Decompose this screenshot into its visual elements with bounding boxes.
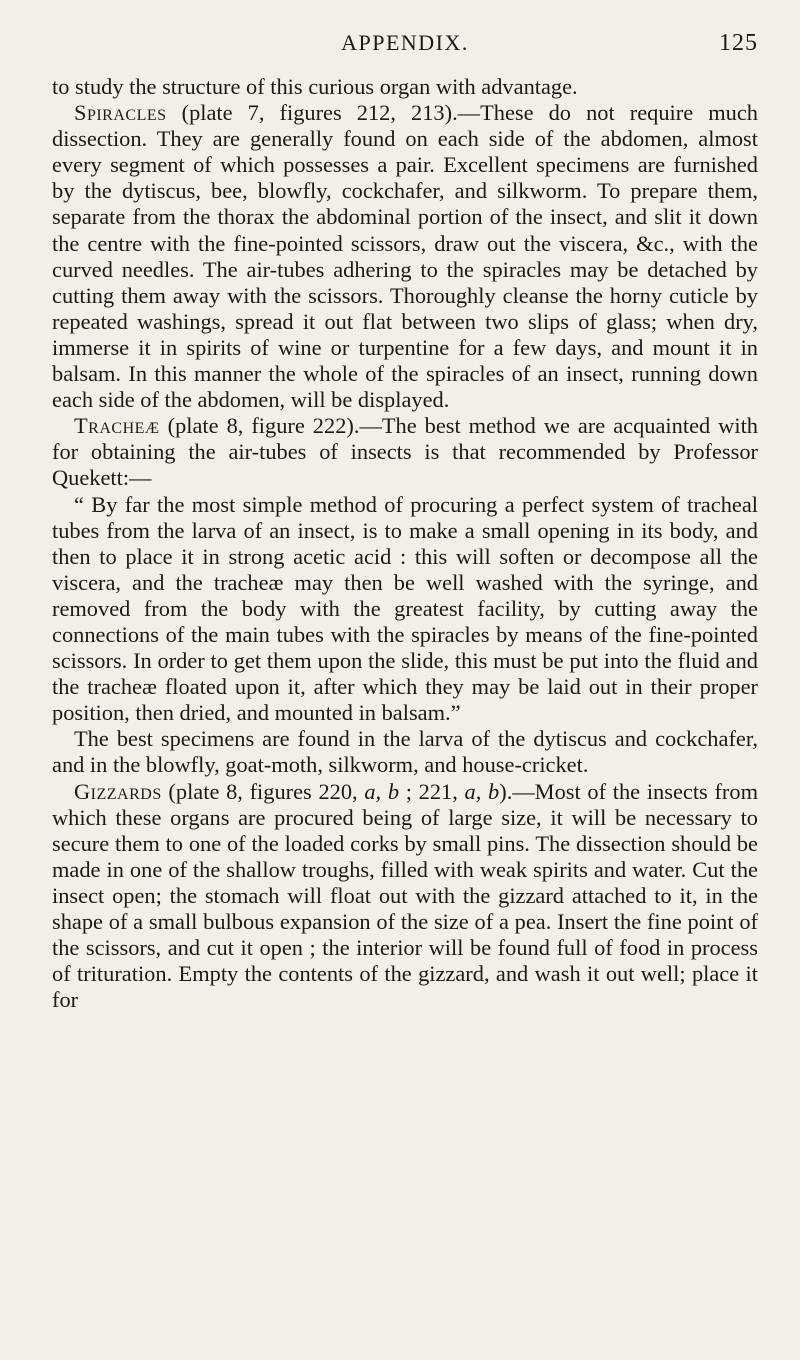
paragraph-tracheae <box>52 413 758 491</box>
paragraph-gizzards <box>52 779 758 1014</box>
page-number: 125 <box>719 30 758 56</box>
running-head <box>52 30 758 74</box>
body-text <box>52 74 758 1013</box>
spiracles-text: (plate 7, figures 212, 213).—These do not require much dissection. They are generally found on each side of the abdomen, almost every segment of which possesses a pair. Excellent specimens are furnished by the dytiscus, bee, blowfly, cockchafer, and silkworm. To prepare them, separate from the thorax the abdominal portion of the insect, and slit it down the centre with the fine-pointed scissors, draw out the viscera, &c., with the curved needles. The air-tubes adhering to the spiracles may be detached by cutting them away with the scissors. Thoroughly cleanse the horny cuticle by repeated washings, spread it out flat between two slips of glass; when dry, immerse it in spirits of wine or turpentine for a few days, and mount it in balsam. In this manner the whole of the spiracles of an insect, running down each side of the abdomen, will be displayed. <box>52 100 758 413</box>
gizzards-ref-a: (plate 8, figures 220, <box>161 778 365 804</box>
section-head-tracheae: Tracheæ <box>74 413 160 439</box>
paragraph-specimens: The best specimens are found in the larva of the dytiscus and cockchafer, and in the blowfly, goat-moth, silkworm, and house-cricket. <box>52 726 758 778</box>
gizzards-text: ).—Most of the insects from which these organs are procured being of large size, it will be necessary to secure them to one of the loaded corks by small pins. The dissection should be made in one of the shallow troughs, filled with weak spirits and water. Cut the insect open; the stomach will float out with the gizzard attached to it, in the shape of a small bulbous expansion of the size of a pea. Insert the fine point of the scissors, and cut it open ; the interior will be found full of food in process of trituration. Empty the contents of the gizzard, and wash it out well; place it for <box>52 778 758 1013</box>
paragraph-quotation: “ By far the most simple method of procuring a perfect system of tracheal tubes from the larva of an insect, is to make a small opening in its body, and then to place it in strong acetic acid : this will soften or decompose all the viscera, and the tracheæ may then be well washed with the syringe, and removed from the body with the greatest facility, by cutting away the connections of the main tubes with the spiracles by means of the fine-pointed scissors. In order to get them upon the slide, this must be put into the fluid and the tracheæ floated upon it, after which they may be laid out in their proper position, then dried, and mounted in balsam.” <box>52 491 758 726</box>
section-head-gizzards: Gizzards <box>74 778 162 804</box>
gizzards-ref-d: a, b <box>464 778 500 804</box>
tracheae-text: (plate 8, figure 222).—The best method we are acquainted with for obtaining the air-tubes of insects is that recommended by Professor Quekett:— <box>52 413 758 491</box>
paragraph-spiracles <box>52 100 758 413</box>
gizzards-ref-c: ; 221, <box>399 778 465 804</box>
section-head-spiracles: Spiracles <box>74 100 167 126</box>
gizzards-ref-b: a, b <box>364 778 400 804</box>
running-title: APPENDIX. <box>341 30 469 55</box>
page <box>52 30 758 1330</box>
paragraph-continuation: to study the structure of this curious organ with advantage. <box>52 74 578 99</box>
